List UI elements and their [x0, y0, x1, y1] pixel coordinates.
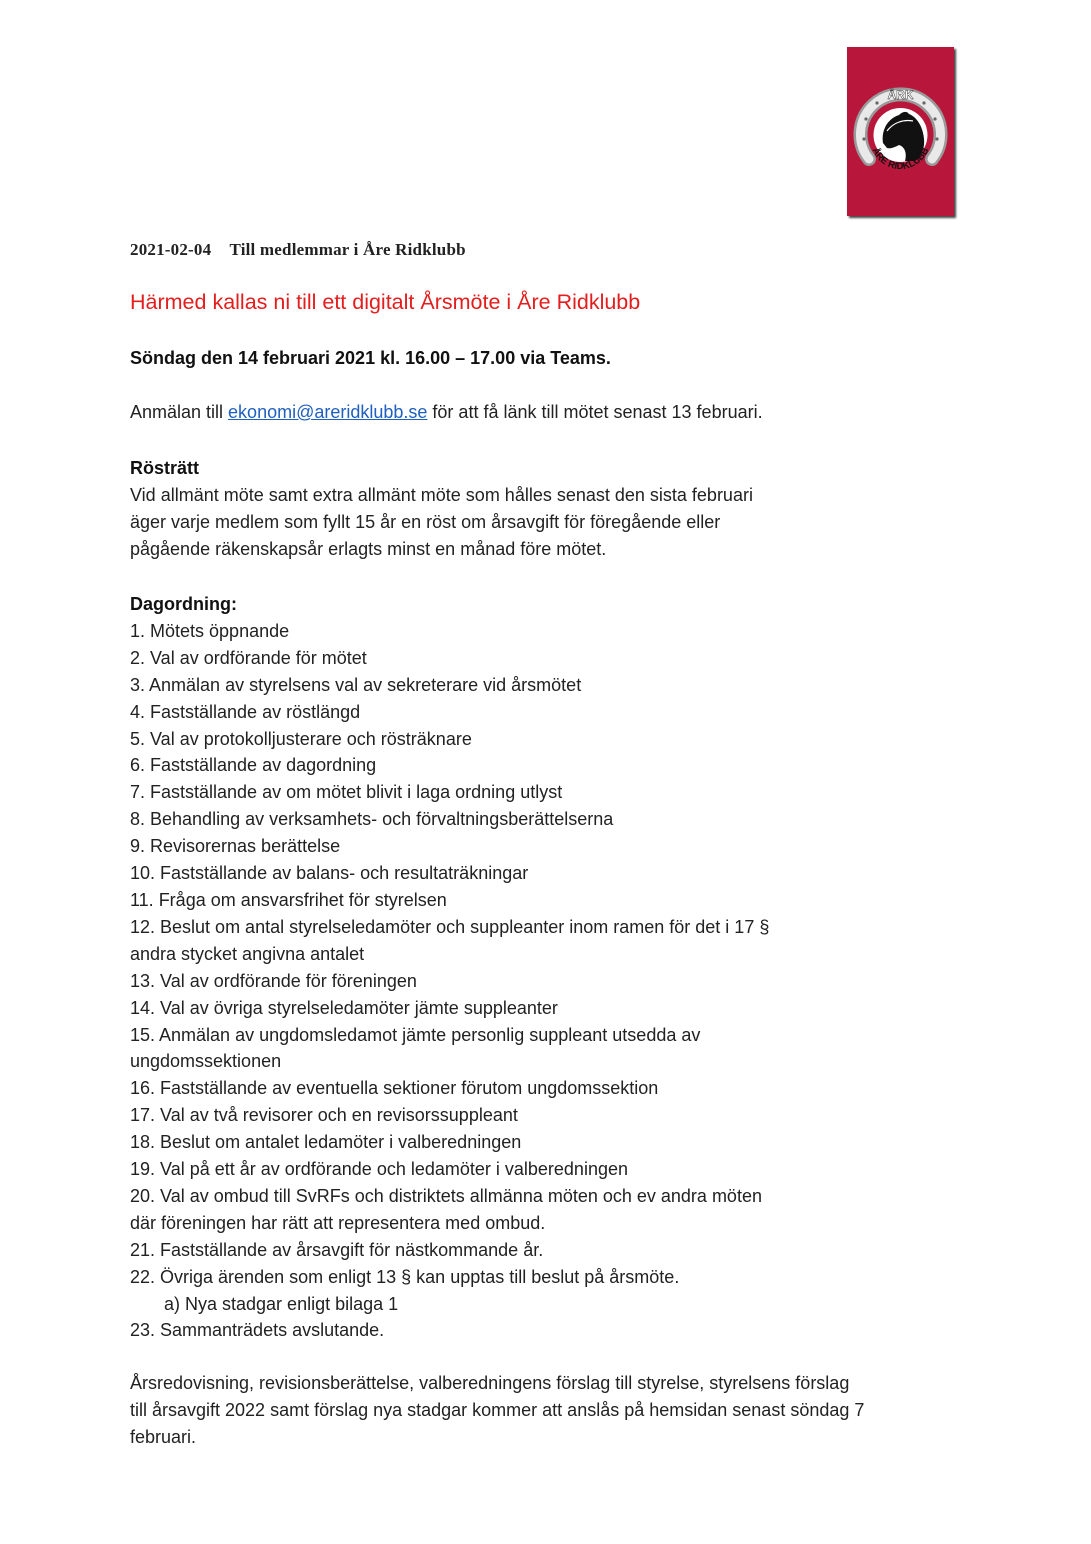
meeting-time: Söndag den 14 februari 2021 kl. 16.00 – 17.00 via Teams.	[130, 348, 611, 368]
agenda-item: 11. Fråga om ansvarsfrihet för styrelsen	[130, 889, 447, 910]
agenda-item: 7. Fastställande av om mötet blivit i laga ordning utlyst	[130, 782, 563, 803]
agenda-item: 22. Övriga ärenden som enligt 13 § kan upptas till beslut på årsmöte.	[130, 1266, 680, 1287]
agenda-item: 17. Val av två revisorer och en revisorssuppleant	[130, 1105, 518, 1126]
letter-date: 2021-02-04	[130, 240, 212, 259]
voting-rights-line: Vid allmänt möte samt extra allmänt möte som hålles senast den sista februari	[130, 484, 753, 505]
club-logo	[847, 47, 954, 216]
agenda-item-continuation: andra stycket angivna antalet	[130, 943, 365, 964]
dateline	[130, 240, 466, 260]
agenda-item: 5. Val av protokolljusterare och rösträknare	[130, 728, 472, 749]
agenda-item: 4. Fastställande av röstlängd	[130, 701, 361, 722]
signup-text-before: Anmälan till	[130, 402, 229, 422]
agenda-item: 3. Anmälan av styrelsens val av sekreterare vid årsmötet	[130, 674, 582, 695]
agenda-item: 15. Anmälan av ungdomsledamot jämte personlig suppleant utsedda av	[130, 1024, 701, 1045]
closing-line: Årsredovisning, revisionsberättelse, valberedningens förslag till styrelse, styrelsens förslag	[130, 1373, 850, 1393]
agenda-subitem: a) Nya stadgar enligt bilaga 1	[164, 1293, 399, 1314]
agenda-item-continuation: där föreningen har rätt att representera med ombud.	[130, 1212, 546, 1233]
agenda-item: 16. Fastställande av eventuella sektioner förutom ungdomssektion	[130, 1078, 659, 1099]
email-link[interactable]: ekonomi@areridklubb.se	[228, 402, 428, 422]
agenda-item: 1. Mötets öppnande	[130, 620, 290, 641]
agenda-item: 10. Fastställande av balans- och resultaträkningar	[130, 863, 529, 884]
voting-rights-section	[130, 455, 890, 563]
page-title: Härmed kallas ni till ett digitalt Årsmöte i Åre Ridklubb	[130, 290, 641, 314]
closing-line: februari.	[130, 1426, 197, 1447]
horseshoe-horse-logo-icon	[847, 47, 954, 216]
closing-paragraph	[130, 1370, 945, 1451]
agenda-list	[130, 618, 890, 1344]
voting-rights-line: äger varje medlem som fyllt 15 år en röst om årsavgift för föregående eller	[130, 511, 721, 532]
agenda-section	[130, 591, 890, 1344]
agenda-item: 6. Fastställande av dagordning	[130, 755, 377, 776]
agenda-item: 2. Val av ordförande för mötet	[130, 647, 367, 668]
agenda-item: 23. Sammanträdets avslutande.	[130, 1320, 385, 1341]
agenda-title: Dagordning:	[130, 594, 237, 614]
agenda-item: 8. Behandling av verksamhets- och förvaltningsberättelserna	[130, 809, 614, 830]
closing-line: till årsavgift 2022 samt förslag nya stadgar kommer att anslås på hemsidan senast söndag 7	[130, 1399, 865, 1420]
logo-top-text: ÅRK	[887, 88, 914, 102]
agenda-item-continuation: ungdomssektionen	[130, 1051, 282, 1072]
agenda-item: 21. Fastställande av årsavgift för nästkommande år.	[130, 1239, 544, 1260]
agenda-item: 14. Val av övriga styrelseledamöter jämte suppleanter	[130, 997, 558, 1018]
voting-rights-title: Rösträtt	[130, 458, 200, 478]
logo-bottom-text: ÅRE RIDKLUBB	[869, 145, 932, 173]
signup-text-after: för att få länk till mötet senast 13 februari.	[427, 402, 763, 422]
letter-recipient: Till medlemmar i Åre Ridklubb	[229, 240, 466, 259]
agenda-item: 19. Val på ett år av ordförande och ledamöter i valberedningen	[130, 1159, 628, 1180]
agenda-item: 20. Val av ombud till SvRFs och distriktets allmänna möten och ev andra möten	[130, 1185, 762, 1206]
signup-line	[130, 402, 763, 423]
agenda-item: 13. Val av ordförande för föreningen	[130, 970, 417, 991]
voting-rights-line: pågående räkenskapsår erlagts minst en månad före mötet.	[130, 538, 607, 559]
agenda-item: 12. Beslut om antal styrelseledamöter och suppleanter inom ramen för det i 17 §	[130, 916, 770, 937]
agenda-item: 18. Beslut om antalet ledamöter i valberedningen	[130, 1132, 522, 1153]
agenda-item: 9. Revisorernas berättelse	[130, 836, 341, 857]
